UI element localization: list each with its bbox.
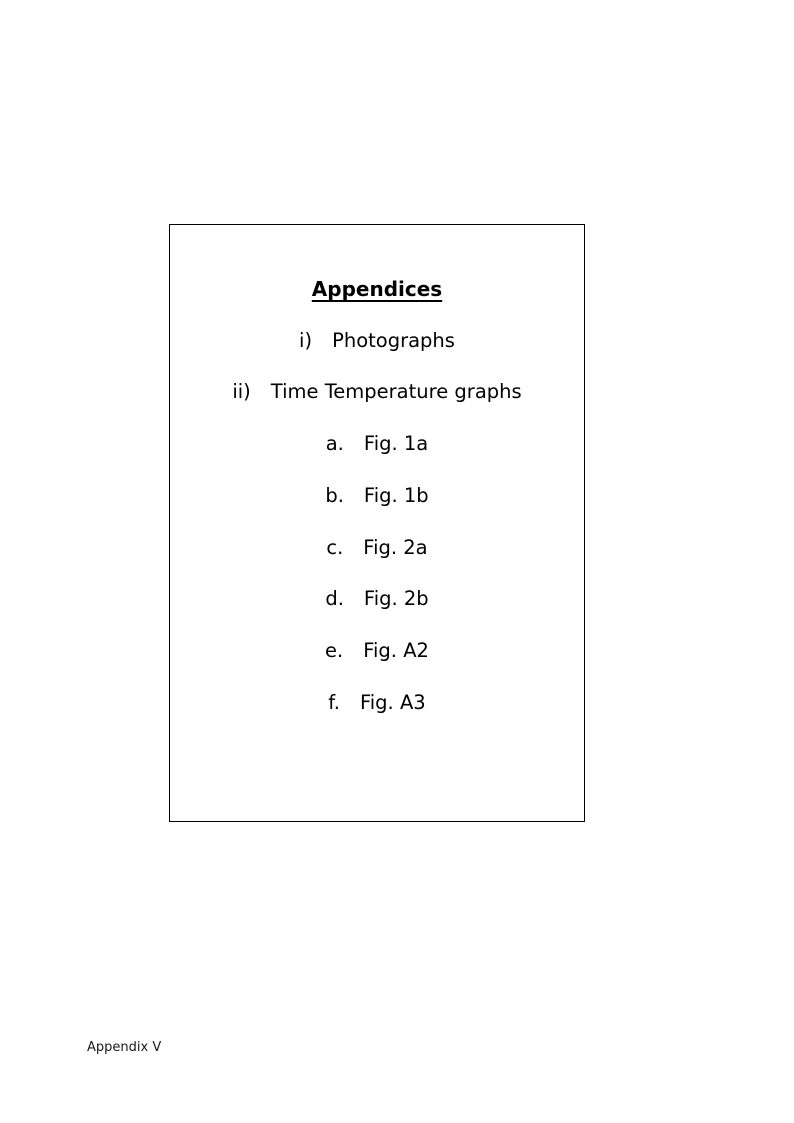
sublist-item-label: Fig. 2a [363, 535, 428, 559]
list-item-label: Time Temperature graphs [270, 380, 522, 404]
appendices-title-line [170, 263, 584, 315]
list-item-photographs [170, 315, 584, 367]
appendices-title: Appendices [311, 276, 443, 301]
sublist-item-marker: e. [325, 638, 344, 662]
sublist-item-marker: b. [325, 483, 344, 507]
sublist-item-label: Fig. 1b [363, 483, 429, 507]
sublist-item-marker: a. [325, 432, 344, 456]
sublist-item-fig-a3 [170, 677, 584, 729]
sublist-item-fig-2b [170, 573, 584, 625]
sublist-item-label: Fig. A3 [359, 690, 426, 714]
list-item-marker: ii) [232, 380, 251, 404]
sublist-item-label: Fig. A2 [363, 638, 429, 662]
list-item-time-temperature-graphs [170, 366, 584, 418]
page-footer-label: Appendix V [87, 1040, 162, 1055]
sublist-item-marker: f. [328, 690, 340, 714]
sublist-item-fig-2a [170, 521, 584, 573]
appendices-box [169, 224, 585, 822]
sublist-item-label: Fig. 1a [363, 432, 429, 456]
sublist-item-label: Fig. 2b [363, 587, 429, 611]
sublist-item-marker: c. [326, 535, 344, 559]
sublist-item-fig-a2 [170, 625, 584, 677]
list-item-label: Photographs [332, 328, 455, 352]
list-item-marker: i) [299, 328, 313, 352]
sublist-item-marker: d. [325, 587, 344, 611]
sublist-item-fig-1b [170, 470, 584, 522]
sublist-item-fig-1a [170, 418, 584, 470]
